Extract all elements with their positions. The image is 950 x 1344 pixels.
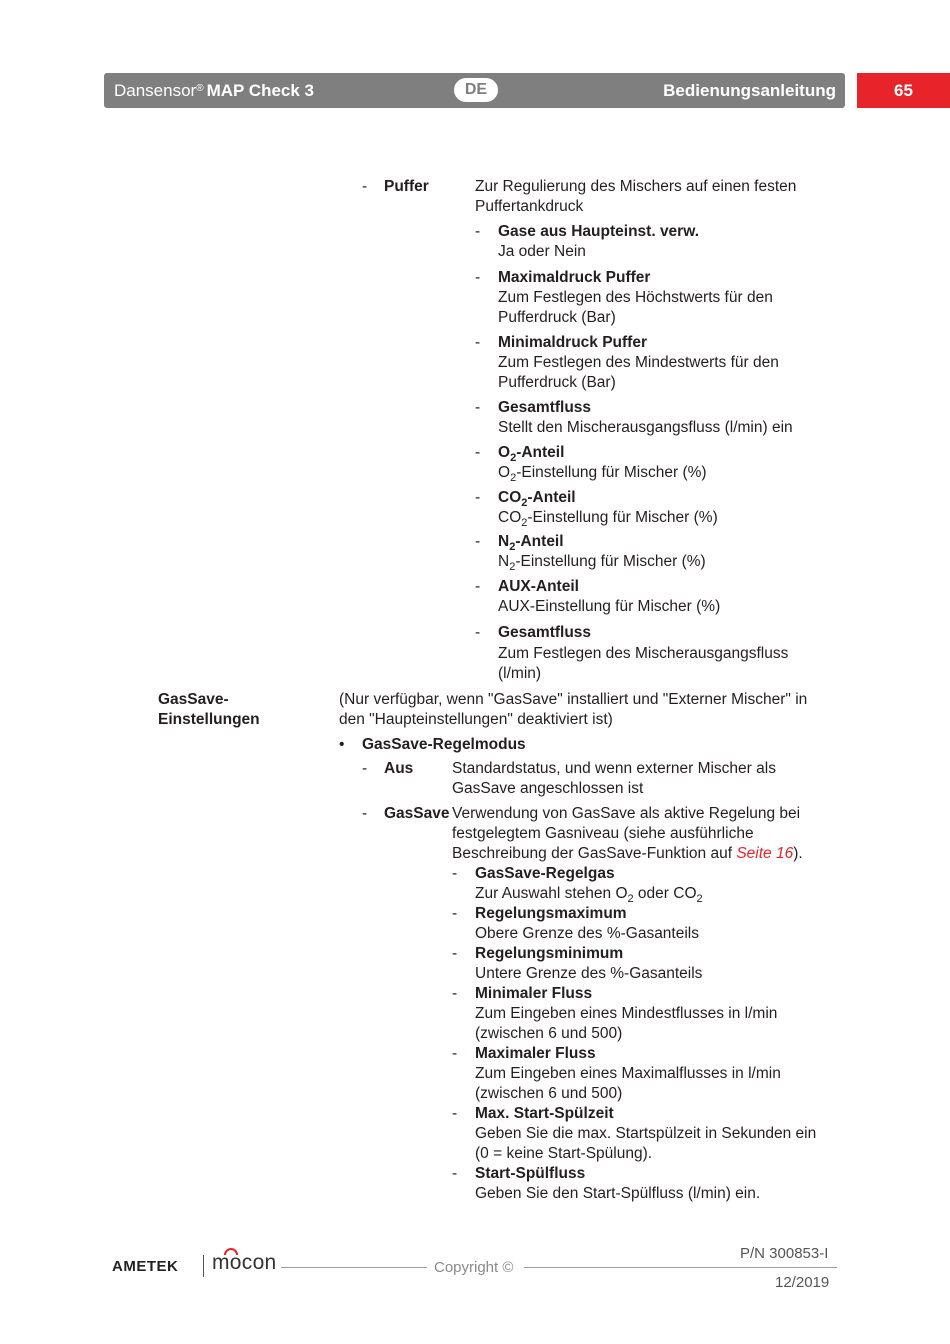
item-title: GasSave-Regelgas (475, 865, 615, 882)
list-dash: - (362, 178, 368, 195)
gassave-option-desc: Beschreibung der GasSave-Funktion auf Seite 16). (452, 845, 803, 862)
mocon-logo: mocon (212, 1251, 277, 1274)
list-dash: - (362, 805, 368, 822)
gassave-option-desc: festgelegtem Gasniveau (siehe ausführliche (452, 825, 754, 842)
footer-rule (281, 1267, 427, 1268)
item-desc: Geben Sie die max. Startspülzeit in Sekunden ein (475, 1125, 817, 1142)
item-desc: Zum Festlegen des Höchstwerts für den (498, 289, 773, 306)
gassave-intro: den "Haupteinstellungen" deaktiviert ist) (339, 711, 613, 728)
item-title: Regelungsminimum (475, 945, 624, 962)
item-title: Minimaldruck Puffer (498, 334, 647, 351)
item-desc: Pufferdruck (Bar) (498, 374, 616, 391)
item-desc: (zwischen 6 und 500) (475, 1085, 623, 1102)
list-dash: - (475, 334, 481, 351)
item-title: Gase aus Haupteinst. verw. (498, 223, 700, 240)
list-dash: - (452, 905, 458, 922)
page-number: 65 (857, 73, 950, 108)
header-bar (104, 73, 845, 108)
ametek-logo: AMETEK (112, 1258, 179, 1275)
list-dash: - (475, 624, 481, 641)
aus-label: Aus (384, 760, 414, 777)
brand-prefix: Dansensor (114, 81, 197, 100)
gassave-option-desc: Verwendung von GasSave als aktive Regelung bei (452, 805, 801, 822)
bullet: • (339, 736, 345, 753)
item-desc: Zur Auswahl stehen $O_2$ oder $CO_2$ (475, 885, 703, 905)
document-date: 12/2019 (775, 1274, 830, 1291)
gassave-option-label: GasSave (384, 805, 450, 822)
item-desc: Zum Eingeben eines Mindestflusses in l/min (475, 1005, 778, 1022)
item-title: Regelungsmaximum (475, 905, 627, 922)
item-title: Gesamtfluss (498, 624, 592, 641)
item-title: Maximaldruck Puffer (498, 269, 651, 286)
footer-rule (524, 1267, 837, 1268)
gassave-term: GasSave- (158, 691, 229, 708)
list-dash: - (475, 533, 481, 550)
language-badge: DE (454, 78, 498, 102)
item-desc: $CO_2$-Einstellung für Mischer (%) (498, 509, 718, 529)
list-dash: - (452, 1105, 458, 1122)
item-title: Start-Spülfluss (475, 1165, 586, 1182)
logo-divider (203, 1255, 204, 1277)
list-dash: - (475, 489, 481, 506)
item-desc: Obere Grenze des %-Gasanteils (475, 925, 699, 942)
item-desc: (zwischen 6 und 500) (475, 1025, 623, 1042)
list-dash: - (452, 945, 458, 962)
item-title: Gesamtfluss (498, 399, 592, 416)
puffer-label: Puffer (384, 178, 429, 195)
item-title: AUX-Anteil (498, 578, 579, 595)
item-title: Minimaler Fluss (475, 985, 593, 1002)
item-desc: $O_2$-Einstellung für Mischer (%) (498, 464, 707, 484)
item-desc: Zum Festlegen des Mischerausgangsfluss (498, 645, 789, 662)
copyright-text: Copyright © (434, 1259, 514, 1276)
item-desc: Zum Eingeben eines Maximalflusses in l/min (475, 1065, 781, 1082)
puffer-desc: Puffertankdruck (475, 198, 584, 215)
list-dash: - (452, 985, 458, 1002)
item-title: $N_2$-Anteil (498, 533, 564, 553)
product-name: MAP Check 3 (206, 81, 314, 100)
list-dash: - (475, 444, 481, 461)
list-dash: - (475, 578, 481, 595)
list-dash: - (452, 1165, 458, 1182)
item-title: $O_2$-Anteil (498, 444, 565, 464)
item-desc: Pufferdruck (Bar) (498, 309, 616, 326)
list-dash: - (475, 269, 481, 286)
page-reference-link[interactable]: Seite 16 (736, 845, 794, 862)
item-title: Maximaler Fluss (475, 1045, 596, 1062)
item-title: Max. Start-Spülzeit (475, 1105, 614, 1122)
item-desc: Ja oder Nein (498, 243, 586, 260)
item-title: $CO_2$-Anteil (498, 489, 576, 509)
item-desc: Untere Grenze des %-Gasanteils (475, 965, 703, 982)
list-dash: - (452, 865, 458, 882)
part-number: P/N 300853-I (740, 1245, 829, 1262)
item-desc: (0 = keine Start-Spülung). (475, 1145, 653, 1162)
item-desc: Zum Festlegen des Mindestwerts für den (498, 354, 779, 371)
aus-desc: Standardstatus, und wenn externer Mischer als (452, 760, 776, 777)
brand-title (114, 80, 314, 101)
gassave-intro: (Nur verfügbar, wenn "GasSave" installiert und "Externer Mischer" in (339, 691, 808, 708)
list-dash: - (452, 1045, 458, 1062)
list-dash: - (475, 399, 481, 416)
list-dash: - (475, 223, 481, 240)
regelmodus-label: GasSave-Regelmodus (362, 736, 526, 753)
list-dash: - (362, 760, 368, 777)
item-desc: Geben Sie den Start-Spülfluss (l/min) ein. (475, 1185, 761, 1202)
item-desc: $N_2$-Einstellung für Mischer (%) (498, 553, 706, 573)
item-desc: AUX-Einstellung für Mischer (%) (498, 598, 721, 615)
item-desc: (l/min) (498, 665, 542, 682)
item-desc: Stellt den Mischerausgangsfluss (l/min) ein (498, 419, 793, 436)
registered-mark: ® (196, 83, 204, 94)
aus-desc: GasSave angeschlossen ist (452, 780, 644, 797)
gassave-term: Einstellungen (158, 711, 260, 728)
manual-title: Bedienungsanleitung (663, 81, 836, 100)
puffer-desc: Zur Regulierung des Mischers auf einen festen (475, 178, 797, 195)
